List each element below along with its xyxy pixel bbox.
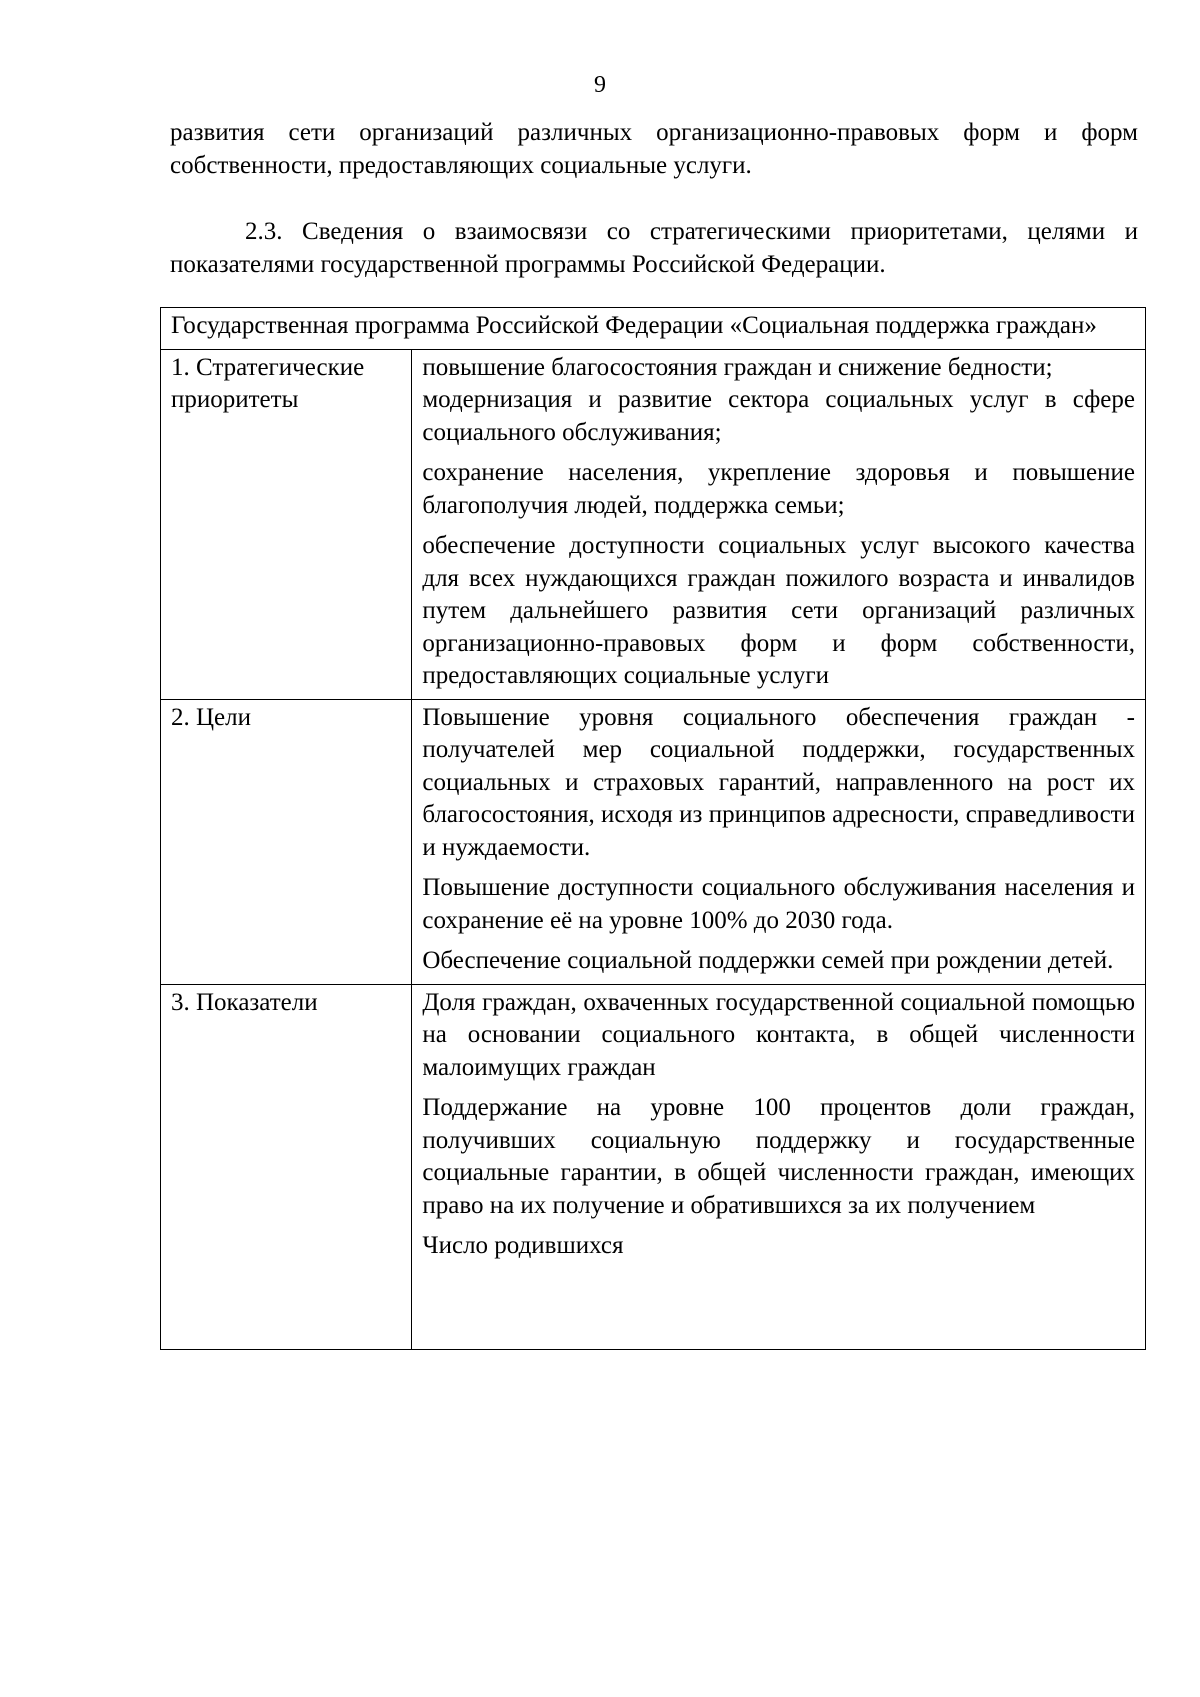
row-value-priorities [412,349,1146,699]
table-header-row [161,308,1146,350]
row-label-priorities: 1. Стратегические приоритеты [161,349,412,699]
priority-item: модернизация и развитие сектора социальных услуг в сфере социального обслуживания; [422,386,1135,446]
program-linkage-table [160,307,1146,1350]
row-label-goals: 2. Цели [161,699,412,984]
section-heading-paragraph: 2.3. Сведения о взаимосвязи со стратегическими приоритетами, целями и показателями государственной программы Российской Федерации. [170,218,1138,278]
priority-item: повышение благосостояния граждан и снижение бедности; [422,353,1053,381]
priority-item: обеспечение доступности социальных услуг высокого качества для всех нуждающихся граждан пожилого возраста и инвалидов путем дальнейшего развития сети организаций различных организационно-правовых форм и форм собственности, предоставляющих социальные услуги [422,532,1135,689]
goal-item: Обеспечение социальной поддержки семей при рождении детей. [422,947,1114,974]
continuation-paragraph: развития сети организаций различных организационно-правовых форм и форм собственности, предоставляющих социальные услуги. [170,119,1138,179]
row-value-goals [412,699,1146,984]
goal-item: Повышение доступности социального обслуживания населения и сохранение её на уровне 100% до 2030 года. [422,874,1135,934]
indicator-item: Доля граждан, охваченных государственной социальной помощью на основании социального контакта, в общей численности малоимущих граждан [422,988,1135,1081]
indicator-item: Число родившихся [422,1232,624,1259]
row-label-indicators: 3. Показатели [161,984,412,1349]
table-header-cell: Государственная программа Российской Федерации «Социальная поддержка граждан» [161,308,1146,350]
table-row [161,699,1146,984]
indicator-item: Поддержание на уровне 100 процентов доли граждан, получивших социальную поддержку и государственные социальные гарантии, в общей численности граждан, имеющих право на их получение и обратившихся за их получением [422,1094,1135,1219]
goal-item: Повышение уровня социального обеспечения граждан - получателей мер социальной поддержки, государственных социальных и страховых гарантий, направленного на рост их благосостояния, исходя из принципов адресности, справедливости и нуждаемости. [422,703,1135,861]
page-number: 9 [594,72,606,98]
row-value-indicators [412,984,1146,1349]
table-row [161,984,1146,1349]
table-row [161,349,1146,699]
priority-item: сохранение населения, укрепление здоровья и повышение благополучия людей, поддержка семьи; [422,459,1135,519]
